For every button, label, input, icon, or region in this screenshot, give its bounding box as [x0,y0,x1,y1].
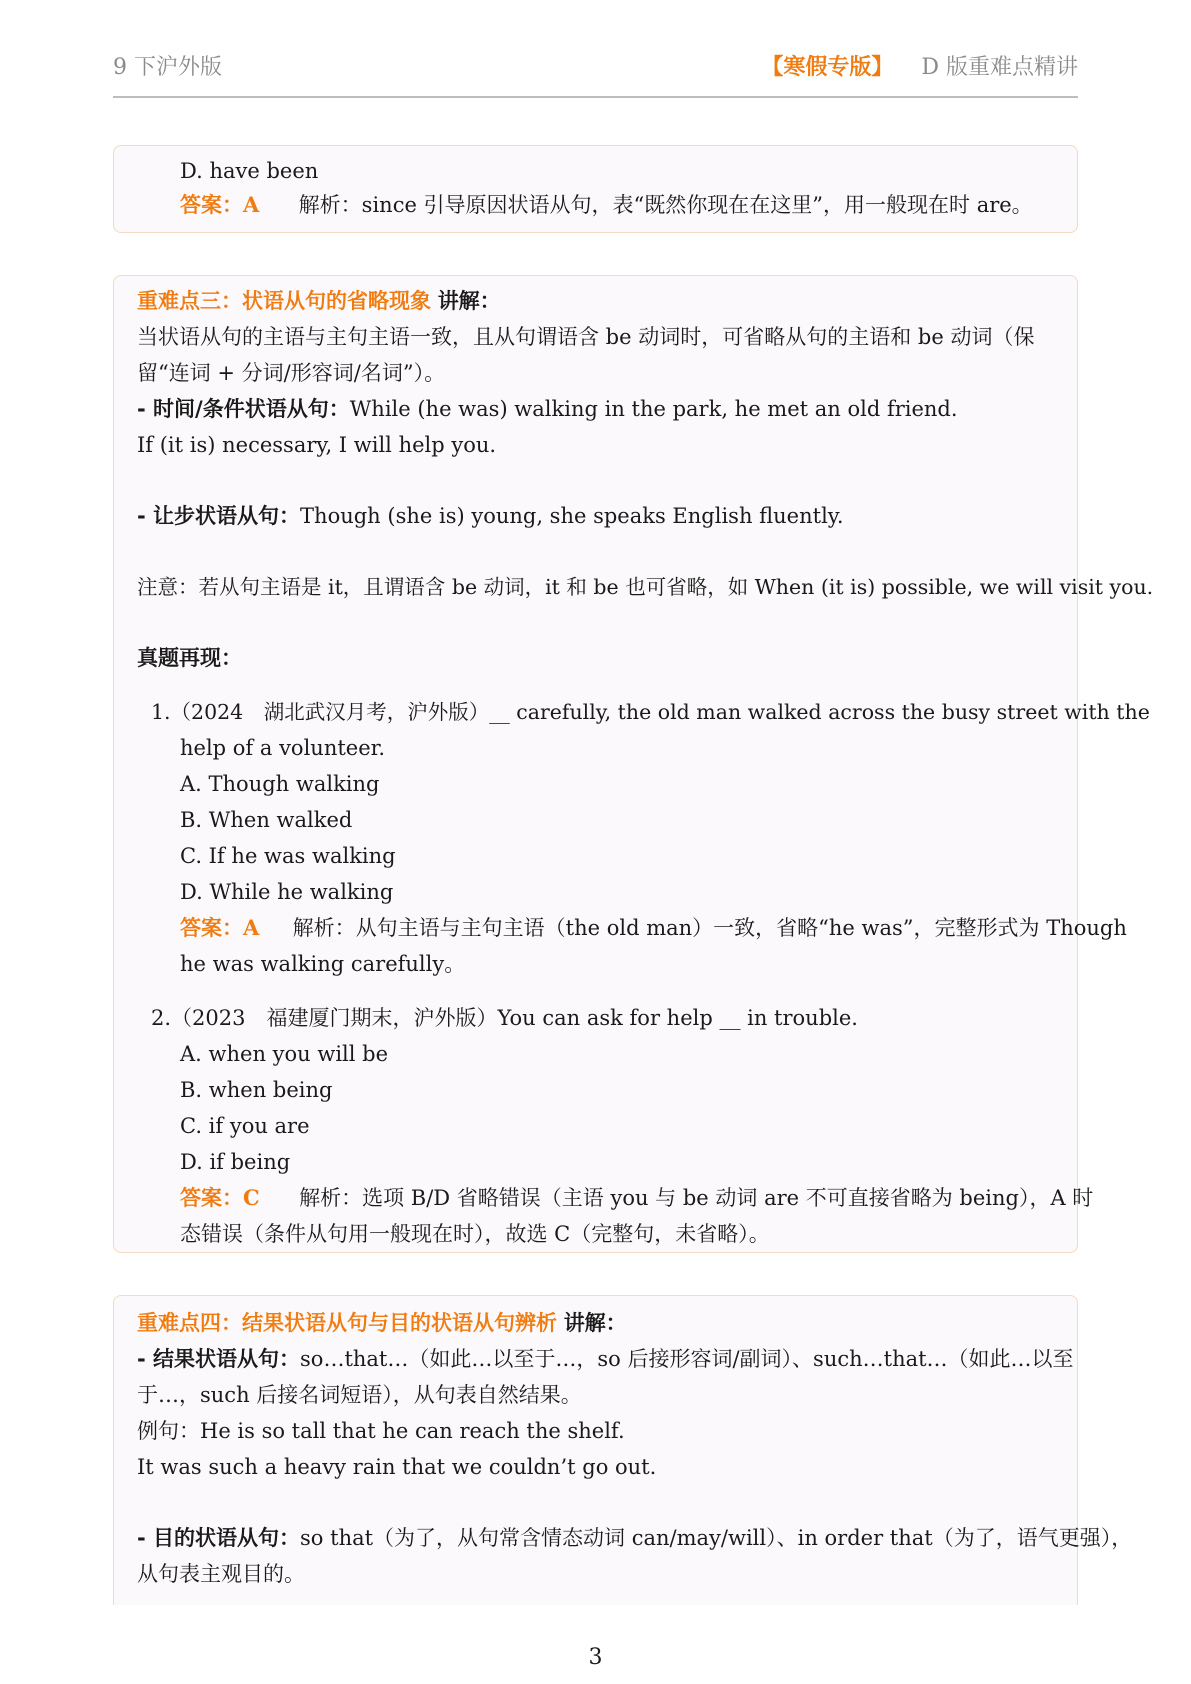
time-clause-line [137,394,958,424]
section-title-suffix: 讲解： [563,1311,627,1335]
example-2: It was such a heavy rain that we couldn’t go out. [137,1455,657,1479]
result-clause-text-2: 于…，such 后接名词短语），从句表自然结果。 [137,1383,582,1407]
purpose-clause-text-1: so that（为了，从句常含情态动词 can/may/will）、in order that（为了，语气更强）， [300,1526,1133,1550]
example-1: 例句：He is so tall that he can reach the shelf. [137,1419,625,1443]
q2-analysis-1: 解析：选项 B/D 省略错误（主语 you 与 be 动词 are 不可直接省略为 being），A 时 [299,1186,1094,1210]
q1-analysis-2: he was walking carefully。 [180,952,466,976]
section-title-text: 重难点四：结果状语从句与目的状语从句辨析 [137,1311,557,1335]
purpose-clause-label: - 目的状语从句： [137,1526,301,1550]
header-tag: 【寒假专版】 [761,55,894,80]
page-header [113,44,1078,98]
q1-stem-2: help of a volunteer. [180,736,386,760]
q2-option-a: A. when you will be [180,1042,389,1066]
time-clause-label: - 时间/条件状语从句： [137,397,350,421]
intro-line-1: 当状语从句的主语与主句主语一致，且从句谓语含 be 动词时，可省略从句的主语和 be 动词（保 [137,325,1035,349]
note-line: 注意：若从句主语是 it，且谓语含 be 动词，it 和 be 也可省略，如 When (it is) possible, we will visit you. [137,575,1154,599]
section-title [137,1308,627,1338]
q1-stem-1: 1.（2024 湖北武汉月考，沪外版）__ carefully, the old man walked across the busy street with the [151,700,1150,724]
header-subtitle: D 版重难点精讲 [921,55,1078,80]
q1-analysis-1: 解析：从句主语与主句主语（the old man）一致，省略“he was”，完整形式为 Though [292,916,1127,940]
q2-stem: 2.（2023 福建厦门期末，沪外版）You can ask for help __ in trouble. [151,1006,858,1030]
result-clause-line-1 [137,1344,1074,1374]
section-title-text: 重难点三：状语从句的省略现象 [137,289,431,313]
q2-option-c: C. if you are [180,1114,310,1138]
q2-analysis-2: 态错误（条件从句用一般现在时），故选 C（完整句，未省略）。 [180,1222,770,1246]
answer-analysis: 解析：since 引导原因状语从句，表“既然你现在在这里”，用一般现在时 are。 [298,193,1033,217]
concession-line [137,501,844,531]
purpose-clause-line-1 [137,1523,1132,1553]
purpose-clause-text-2: 从句表主观目的。 [137,1562,305,1586]
header-grade: 9 下沪外版 [113,55,222,80]
key-point-4-box [113,1295,1133,1605]
option-d: D. have been [180,159,319,183]
concession-example: Though (she is) young, she speaks English fluently. [300,504,844,528]
page-number: 3 [588,1645,603,1670]
q1-answer-line [180,913,1127,943]
concession-label: - 让步状语从句： [137,504,301,528]
answer-label: 答案：A [180,192,260,217]
answer-box-continued [113,145,1078,233]
q1-option-d: D. While he walking [180,880,394,904]
result-clause-text-1: so…that…（如此…以至于…，so 后接形容词/副词）、such…that…（如此…以至 [300,1347,1074,1371]
q2-option-b: B. when being [180,1078,333,1102]
q1-option-a: A. Though walking [180,772,380,796]
time-clause-example: While (he was) walking in the park, he met an old friend. [349,397,958,421]
key-point-3-box [113,275,1154,1253]
answer-line [180,190,1033,220]
q2-answer-label: 答案：C [180,1185,260,1210]
intro-line-2: 留“连词 + 分词/形容词/名词”）。 [137,361,446,385]
result-clause-label: - 结果状语从句： [137,1347,301,1371]
q2-answer-line [180,1183,1093,1213]
q1-answer-label: 答案：A [180,915,260,940]
q1-option-b: B. When walked [180,808,353,832]
condition-example: If (it is) necessary, I will help you. [137,433,497,457]
q1-option-c: C. If he was walking [180,844,396,868]
section-title [137,286,501,316]
header-right [761,50,1078,81]
section-title-suffix: 讲解： [437,289,501,313]
exam-title: 真题再现： [137,646,242,670]
q2-option-d: D. if being [180,1150,291,1174]
